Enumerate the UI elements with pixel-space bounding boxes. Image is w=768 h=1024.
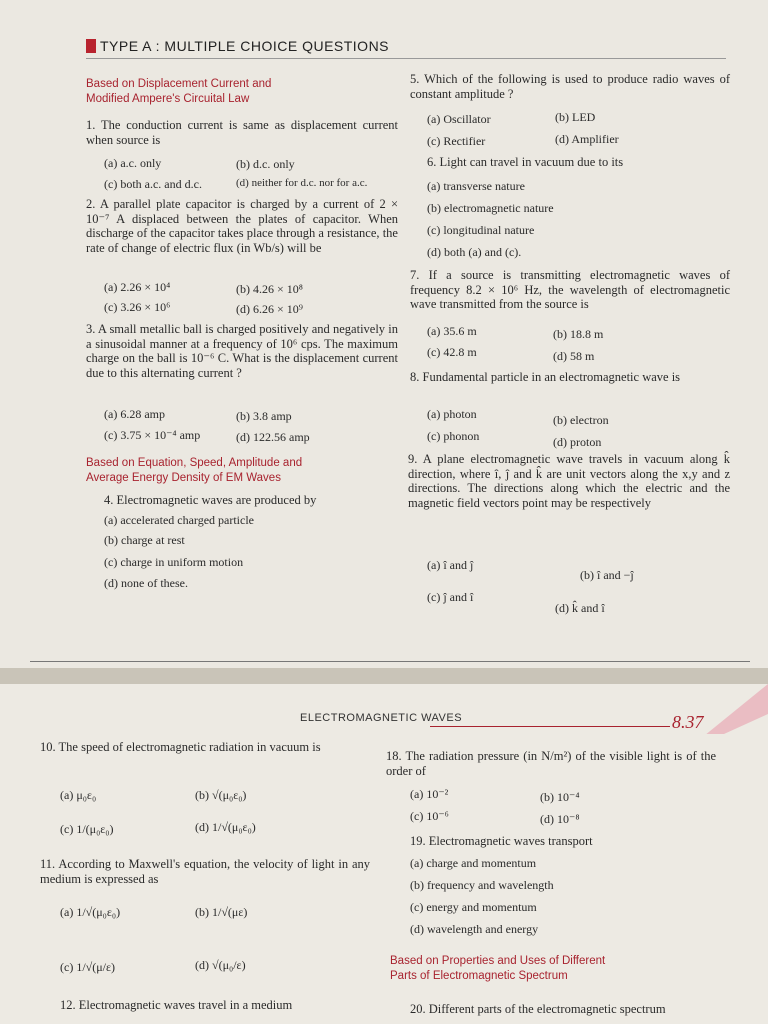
q7-option-b[interactable]: (b) 18.8 m [553,327,604,341]
q19-option-b[interactable]: (b) frequency and wavelength [410,878,554,892]
q2-option-a[interactable]: (a) 2.26 × 10⁴ [104,280,171,294]
question-7: 7. If a source is transmitting electromagnetic waves of frequency 8.2 × 10⁶ Hz, the wavelength of electromagnetic wave transmitted from the source is [410,268,730,311]
question-11: 11. According to Maxwell's equation, the velocity of light in any medium is expressed as [40,857,370,886]
q11-option-b[interactable]: (b) 1/√(με) [195,905,248,919]
q19-option-c[interactable]: (c) energy and momentum [410,900,537,914]
q1-option-d[interactable]: (d) neither for d.c. nor for a.c. [236,177,368,189]
heading-marker-icon [86,39,96,53]
q4-option-d[interactable]: (d) none of these. [104,576,188,590]
q9-option-b[interactable]: (b) î and −ĵ [580,568,634,582]
question-3: 3. A small metallic ball is charged positively and negatively in a sinusoidal manner at a frequency of 10⁶ cps. The maximum charge on the ball is 10⁻⁶ C. What is the displacement current due to this alternating current ? [86,322,398,380]
question-12: 12. Electromagnetic waves travel in a medium [60,998,293,1012]
section-label-1 [86,77,406,107]
section-label-line: Based on Displacement Current and [86,78,272,90]
q18-option-a[interactable]: (a) 10⁻² [410,787,449,801]
section-heading [86,38,389,54]
q10-option-d[interactable]: (d) 1/√(μ₀ε₀) [195,820,256,834]
q3-option-b[interactable]: (b) 3.8 amp [236,409,292,423]
q6-option-c[interactable]: (c) longitudinal nature [427,223,535,237]
q4-option-c[interactable]: (c) charge in uniform motion [104,555,244,569]
q18-option-b[interactable]: (b) 10⁻⁴ [540,790,580,804]
q1-option-a[interactable]: (a) a.c. only [104,156,162,170]
q10-option-a[interactable]: (a) μ₀ε₀ [60,788,97,802]
q9-option-a[interactable]: (a) î and ĵ [427,558,474,572]
section-label-line: Based on Properties and Uses of Different [390,955,606,967]
q8-option-d[interactable]: (d) proton [553,435,602,449]
q9-option-d[interactable]: (d) k̂ and î [555,601,605,615]
q10-option-b[interactable]: (b) √(μ₀ε₀) [195,788,247,802]
running-head: ELECTROMAGNETIC WAVES [300,712,463,724]
q8-option-b[interactable]: (b) electron [553,413,609,427]
heading-text: TYPE A : MULTIPLE CHOICE QUESTIONS [100,38,390,54]
q5-option-c[interactable]: (c) Rectifier [427,134,486,148]
section-label-line: Parts of Electromagnetic Spectrum [390,970,568,982]
section-label-2 [86,456,406,486]
q7-option-d[interactable]: (d) 58 m [553,349,595,363]
q18-option-d[interactable]: (d) 10⁻⁸ [540,812,580,826]
q2-option-c[interactable]: (c) 3.26 × 10⁶ [104,300,171,314]
section-label-line: Modified Ampere's Circuital Law [86,93,250,105]
q5-option-b[interactable]: (b) LED [555,110,596,124]
q2-option-b[interactable]: (b) 4.26 × 10⁸ [236,282,303,296]
q5-option-d[interactable]: (d) Amplifier [555,132,619,146]
q11-option-d[interactable]: (d) √(μ₀/ε) [195,958,246,972]
question-6: 6. Light can travel in vacuum due to its [427,155,624,169]
q6-option-b[interactable]: (b) electromagnetic nature [427,201,554,215]
question-2: 2. A parallel plate capacitor is charged by a current of 2 × 10⁻⁷ A displaced between the plates of capacitor. When discharge of the capacitor takes place through a resistance, the rate of change of electric flux (in Wb/s) will be [86,197,398,255]
question-1: 1. The conduction current is same as displacement current when source is [86,118,398,147]
heading-rule [86,58,726,59]
q11-option-c[interactable]: (c) 1/√(μ/ε) [60,960,116,974]
q1-option-c[interactable]: (c) both a.c. and d.c. [104,177,202,191]
section-label-3 [390,954,710,984]
question-8: 8. Fundamental particle in an electromagnetic wave is [410,370,681,384]
page-gap [0,668,768,684]
q19-option-a[interactable]: (a) charge and momentum [410,856,537,870]
question-19: 19. Electromagnetic waves transport [410,834,593,848]
question-10: 10. The speed of electromagnetic radiation in vacuum is [40,740,321,754]
q3-option-d[interactable]: (d) 122.56 amp [236,430,310,444]
q4-option-b[interactable]: (b) charge at rest [104,533,185,547]
q6-option-d[interactable]: (d) both (a) and (c). [427,245,522,259]
q18-option-c[interactable]: (c) 10⁻⁶ [410,809,449,823]
q5-option-a[interactable]: (a) Oscillator [427,112,491,126]
question-9: 9. A plane electromagnetic wave travels in vacuum along k̂ direction, where î, ĵ and k̂ are unit vectors along the x,y and z directions. The directions along which the electric and the magnetic field vectors point may be respectively [408,452,730,510]
question-4: 4. Electromagnetic waves are produced by [104,493,317,507]
q6-option-a[interactable]: (a) transverse nature [427,179,525,193]
question-18: 18. The radiation pressure (in N/m²) of the visible light is of the order of [386,749,716,778]
q7-option-c[interactable]: (c) 42.8 m [427,345,477,359]
q19-option-d[interactable]: (d) wavelength and energy [410,922,539,936]
page-bottom-rule [30,661,750,662]
q7-option-a[interactable]: (a) 35.6 m [427,324,477,338]
q8-option-a[interactable]: (a) photon [427,407,477,421]
q11-option-a[interactable]: (a) 1/√(μ₀ε₀) [60,905,121,919]
question-20: 20. Different parts of the electromagnetic spectrum [410,1002,666,1016]
q10-option-c[interactable]: (c) 1/(μ₀ε₀) [60,822,114,836]
section-label-line: Average Energy Density of EM Waves [86,472,281,484]
page-number: 8.37 [672,712,704,732]
q9-option-c[interactable]: (c) ĵ and î [427,590,474,604]
section-label-line: Based on Equation, Speed, Amplitude and [86,457,303,469]
q1-option-b[interactable]: (b) d.c. only [236,157,295,171]
q3-option-a[interactable]: (a) 6.28 amp [104,407,165,421]
q3-option-c[interactable]: (c) 3.75 × 10⁻⁴ amp [104,428,201,442]
q8-option-c[interactable]: (c) phonon [427,429,480,443]
question-5: 5. Which of the following is used to produce radio waves of constant amplitude ? [410,72,730,101]
q4-option-a[interactable]: (a) accelerated charged particle [104,513,254,527]
running-head-rule [430,726,670,727]
q2-option-d[interactable]: (d) 6.26 × 10⁹ [236,302,303,316]
